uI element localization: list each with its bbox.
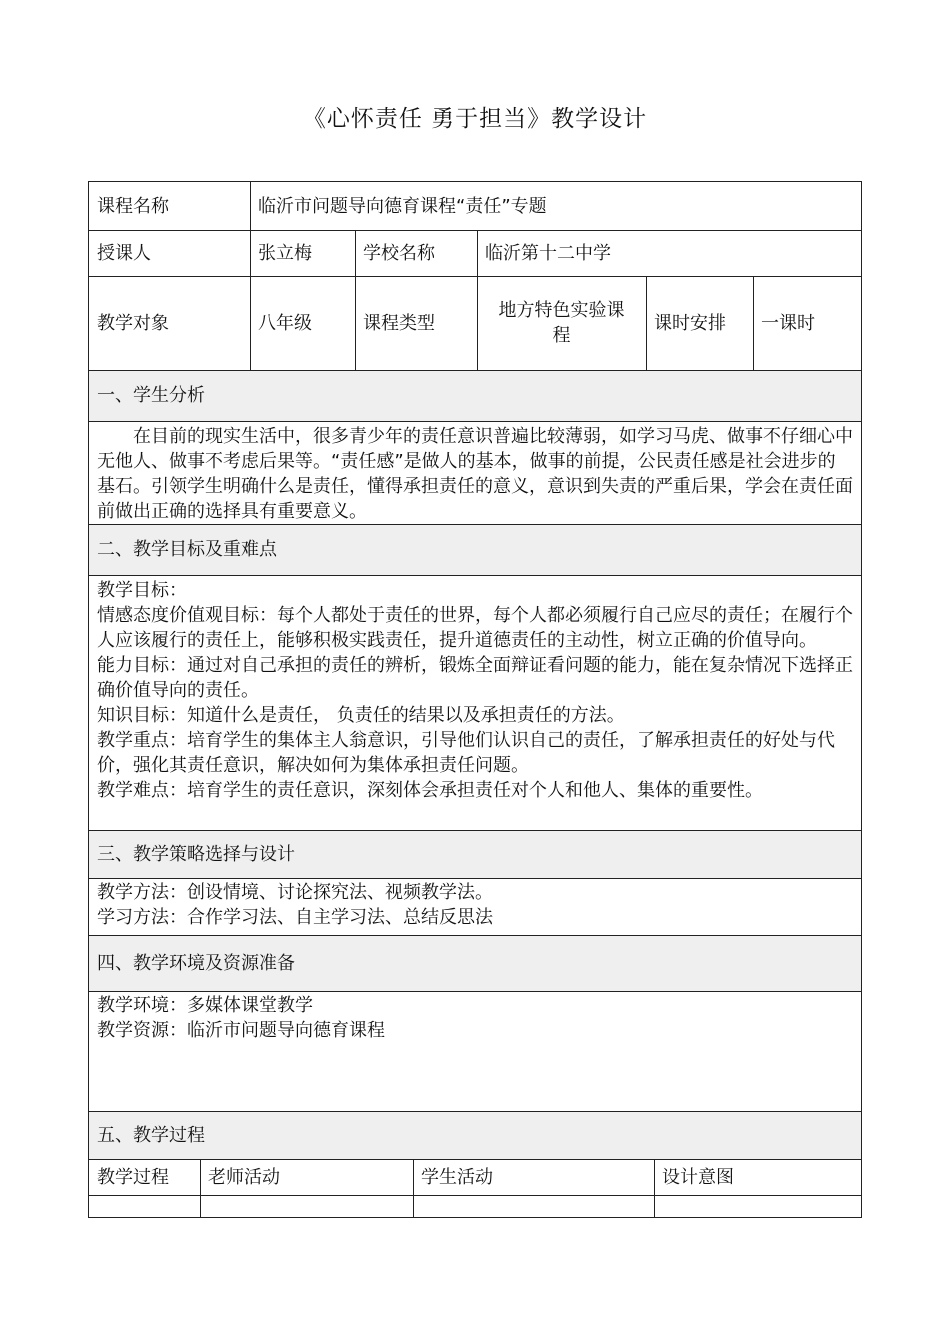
document-title: 《心怀责任 勇于担当》教学设计 (302, 106, 648, 132)
teaching-resources: 教学资源：临沂市问题导向德育课程 (97, 1020, 385, 1041)
table-border (654, 1159, 655, 1217)
hours-value: 一课时 (761, 312, 815, 334)
section-4-title: 四、教学环境及资源准备 (97, 952, 295, 974)
table-border (250, 181, 251, 370)
table-border (88, 575, 862, 576)
table-border (88, 276, 862, 277)
table-border (88, 878, 862, 879)
objective-ability: 能力目标：通过对自己承担的责任的辨析，锻炼全面辩证看问题的能力，能在复杂情况下选择正确价值导向的责任。 (97, 655, 853, 701)
table-border (477, 230, 478, 370)
table-border (88, 1111, 862, 1112)
course-name-label: 课程名称 (97, 195, 169, 217)
school-value: 临沂第十二中学 (485, 242, 611, 264)
table-border (413, 1159, 414, 1217)
table-border (88, 1217, 862, 1218)
hours-label: 课时安排 (654, 312, 726, 334)
table-border (88, 370, 862, 371)
section-4-body (89, 993, 861, 1111)
target-label: 教学对象 (97, 312, 169, 334)
section-2-body (89, 578, 861, 830)
section-1-title: 一、学生分析 (97, 385, 205, 406)
teaching-method: 教学方法：创设情境、讨论探究法、视频教学法。 (97, 882, 493, 903)
objectives-heading: 教学目标： (97, 580, 187, 601)
learning-method: 学习方法：合作学习法、自主学习法、总结反思法 (97, 907, 493, 928)
target-value: 八年级 (258, 312, 312, 334)
table-border (88, 181, 862, 182)
table-border (88, 524, 862, 525)
teacher-value: 张立梅 (258, 242, 312, 264)
section-1-text: 在目前的现实生活中，很多青少年的责任意识普遍比较薄弱，如学习马虎、做事不仔细心中无他人、做事不考虑后果等。“责任感”是做人的基本，做事的前提，公民责任感是社会进步的基石。引领学生明确什么是责任，懂得承担责任的意义，意识到失责的严重后果，学会在责任面前做出正确的选择具有重要意义。 (97, 426, 853, 522)
table-border (88, 1159, 862, 1160)
difficult-point: 教学难点：培育学生的责任意识，深刻体会承担责任对个人和他人、集体的重要性。 (97, 780, 763, 801)
section-2-title: 二、教学目标及重难点 (97, 539, 277, 560)
process-header-intent: 设计意图 (662, 1166, 734, 1188)
process-header-teacher: 老师活动 (208, 1166, 280, 1188)
table-border (200, 1159, 201, 1217)
type-label: 课程类型 (363, 312, 435, 334)
table-border (646, 276, 647, 370)
table-border (88, 181, 89, 1218)
table-border (355, 230, 356, 370)
table-border (88, 1195, 862, 1196)
section-3-title: 三、教学策略选择与设计 (97, 843, 295, 865)
table-border (88, 830, 862, 831)
school-label: 学校名称 (363, 242, 435, 264)
course-name-value: 临沂市问题导向德育课程“责任”专题 (258, 195, 547, 217)
section-3-body (89, 880, 861, 935)
table-border (753, 276, 754, 370)
table-border (88, 935, 862, 936)
objective-knowledge: 知识目标：知道什么是责任， 负责任的结果以及承担责任的方法。 (97, 705, 625, 726)
process-header-student: 学生活动 (421, 1166, 493, 1188)
key-point: 教学重点：培育学生的集体主人翁意识，引导他们认识自己的责任，了解承担责任的好处与代价，强化其责任意识，解决如何为集体承担责任问题。 (97, 730, 835, 776)
process-header-stage: 教学过程 (97, 1166, 169, 1188)
table-border (88, 230, 862, 231)
objective-emotion: 情感态度价值观目标：每个人都处于责任的世界，每个人都必须履行自己应尽的责任；在履行个人应该履行的责任上，能够积极实践责任，提升道德责任的主动性，树立正确的价值导向。 (97, 605, 853, 651)
table-border (88, 991, 862, 992)
type-value: 地方特色实验课程 (498, 300, 625, 346)
section-5-title: 五、教学过程 (97, 1124, 205, 1146)
teacher-label: 授课人 (97, 242, 151, 264)
teaching-environment: 教学环境：多媒体课堂教学 (97, 995, 313, 1016)
table-border (88, 421, 862, 422)
table-border (861, 181, 862, 1218)
